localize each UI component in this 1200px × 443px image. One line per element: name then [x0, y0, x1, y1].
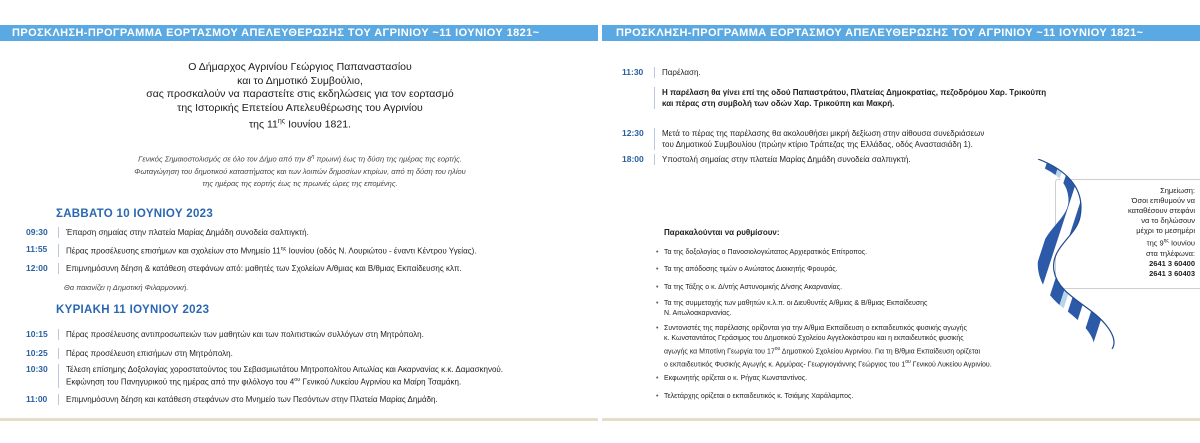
event-time: 10:25 — [26, 348, 48, 358]
requests-title: Παρακαλούνται να ρυθμίσουν: — [664, 228, 780, 237]
schedule-row — [622, 67, 1192, 78]
event-time: 09:30 — [26, 227, 48, 237]
time-separator — [58, 329, 59, 340]
request-item: • Τελετάρχης ορίζεται ο εκπαιδευτικός κ. Τσιάμης Χαράλαμπος. — [656, 393, 854, 400]
general-note-line: Γενικός Σημαιοστολισμός σε όλο τον Δήμο από την $8^\eta$ πρωινή έως τη δύση της ημέρας της εορτής. — [138, 154, 462, 164]
greek-flag-ribbon-icon — [1020, 159, 1130, 349]
invitation-text — [40, 61, 560, 132]
time-separator — [654, 87, 655, 109]
time-separator — [654, 67, 655, 78]
schedule-row — [26, 394, 596, 405]
time-separator — [58, 394, 59, 405]
time-separator — [654, 154, 655, 165]
event-time: 18:00 — [622, 154, 644, 164]
request-item: • Εκφωνητής ορίζεται ο κ. Ρήγας Κωνσταντίνος. — [656, 375, 808, 382]
event-time: 11:55 — [26, 244, 48, 254]
time-separator — [58, 263, 59, 274]
parade-route: Η παρέλαση θα γίνει επί της οδού Παπαστράτου, Πλατείας Δημοκρατίας, πεζοδρόμου Χαρ. Τρικούπη και πέρας στη συμβολή των οδών Χαρ. Τρικούπη και Μακρή. — [662, 88, 1047, 108]
saturday-heading: ΣΑΒΒΑΤΟ 10 ΙΟΥΝΙΟΥ 2023 — [56, 208, 214, 220]
schedule-row — [26, 263, 596, 274]
phone-number: 2641 3 60400 — [1149, 258, 1195, 268]
invitation-line: και το Δημοτικό Συμβούλιο, — [237, 74, 363, 87]
event-time: 10:30 — [26, 364, 48, 374]
invitation-line: της Ιστορικής Επετείου Απελευθέρωσης του Αγρινίου — [177, 101, 423, 114]
notice-text: Σημείωση: Όσοι επιθυμούν να καταθέσουν στεφάνι να το δηλώσουν μέχρι το μεσημέρι της $9^{\eta\varsigma}$ Ιουνίου στα τηλέφωνα: 2641 3 60400 2641 3 60403 — [1113, 186, 1195, 279]
bullet-icon: • — [656, 266, 659, 273]
left-page — [0, 41, 598, 418]
general-note-line: Φωταγώγηση του δημοτικού καταστήματος και των λοιπών δημοσίων κτιρίων, από τη δύση του ηλίου — [134, 166, 466, 176]
time-separator — [58, 227, 59, 238]
bottom-divider-right — [602, 418, 1200, 421]
event-time: 12:30 — [622, 128, 644, 138]
request-item: • Συντονιστές της παρέλασης ορίζονται για την Α/θμια Εκπαίδευση ο εκπαιδευτικός φυσικής αγωγής κ. Κωνσταντάτος Γεράσιμος του Δημοτικού Σχολείου Αγγελοκάστρου και η εκπαιδευτικός φυσικής αγωγής κα Μποτίνη Γεωργία του $17^{o\upsilon}$ Δημοτικού Σχολείου Αγρινίου. Για τη Β/θμια Εκπαίδευση ορίζεται ο εκπαιδευτικός Φυσικής Αγωγής κ. Αρμύρας- Γεωργιογιάννης Γεώργιος του $1^{o\upsilon}$ Γενικού Λυκείου Αγρινίου. — [656, 325, 992, 369]
request-item: • Τα της Τάξης ο κ. Δ/ντής Αστυνομικής Δ/νσης Ακαρνανίας. — [656, 284, 843, 291]
time-separator — [58, 244, 59, 257]
bullet-icon: • — [656, 325, 659, 332]
invitation-line: σας προσκαλούν να παραστείτε στις εκδηλώσεις για τον εορτασμό — [146, 88, 454, 100]
event-time: 10:15 — [26, 329, 48, 339]
event-description: Μετά το πέρας της παρέλασης θα ακολουθήσει μικρή δεξίωση στην αίθουσα συνεδριάσεων του Δημοτικού Συμβουλίου (πρώην κτίριο Τράπεζας της Ελλάδας, οδός Αναστασιάδη 1). — [662, 129, 985, 149]
event-description: Τέλεση επίσημης Δοξολογίας χοροστατούντος του Σεβασμιωτάτου Μητροπολίτου Αιτωλίας και Ακαρνανίας κ.κ. Δαμασκηνού. Εκφώνηση του Πανηγυρικού της ημέρας από την φιλόλογο του $4^{o\upsilon}$ Γενικού Λυκείου Αγρινίου κα Μαίρη Τσαμάκη. — [66, 365, 503, 387]
schedule-row — [26, 364, 596, 388]
request-item: • Τα της απόδοσης τιμών ο Ανώτατος Διοικητής Φρουράς. — [656, 266, 838, 273]
event-description: Πέρας προσέλευσης αντιπροσωπειών των μαθητών και των πολιτιστικών συλλόγων στη Μητρόπολη. — [66, 330, 424, 339]
bullet-icon: • — [656, 393, 659, 400]
philharmonic-note: Θα παιανίζει η Δημοτική Φιλαρμονική. — [64, 283, 189, 292]
bullet-icon: • — [656, 249, 659, 256]
time-separator — [654, 128, 655, 150]
bottom-divider-left — [0, 418, 598, 421]
event-description: Πέρας προσέλευσης επισήμων και σχολείων στο Μνημείο $11^{\eta\varsigma}$ Ιουνίου (οδός Ν. Λουριώτου - έναντι Κέντρου Υγείας). — [66, 246, 477, 256]
invitation-line: Ο Δήμαρχος Αγρινίου Γεώργιος Παπαναστασίου — [188, 61, 412, 73]
event-time — [622, 87, 648, 109]
right-page — [602, 41, 1200, 418]
event-description: Παρέλαση. — [662, 68, 701, 77]
event-time: 11:30 — [622, 67, 644, 77]
event-time: 12:00 — [26, 263, 48, 273]
event-description: Υποστολή σημαίας στην πλατεία Μαρίας Δημάδη συνοδεία σαλπιγκτή. — [662, 155, 911, 164]
banner-left: ΠΡΟΣΚΛΗΣΗ-ΠΡΟΓΡΑΜΜΑ ΕΟΡΤΑΣΜΟΥ ΑΠΕΛΕΥΘΕΡΩΣΗΣ ΤΟΥ ΑΓΡΙΝΙΟΥ ~11 ΙΟΥΝΙΟΥ 1821~ — [0, 25, 598, 41]
event-time: 11:00 — [26, 394, 48, 404]
schedule-row — [26, 329, 596, 340]
bullet-icon: • — [656, 300, 659, 307]
schedule-row — [26, 244, 596, 257]
bullet-icon: • — [656, 284, 659, 291]
schedule-row — [26, 348, 596, 359]
banner-right: ΠΡΟΣΚΛΗΣΗ-ΠΡΟΓΡΑΜΜΑ ΕΟΡΤΑΣΜΟΥ ΑΠΕΛΕΥΘΕΡΩΣΗΣ ΤΟΥ ΑΓΡΙΝΙΟΥ ~11 ΙΟΥΝΙΟΥ 1821~ — [602, 25, 1200, 41]
general-note — [40, 151, 560, 190]
event-description: Πέρας προσέλευση επισήμων στη Μητρόπολη. — [66, 349, 233, 358]
event-description: Επιμνημόσυνη δέηση & κατάθεση στεφάνων από: μαθητές των Σχολείων Α/θμιας και Β/θμιας Εκπαίδευσης κλπ. — [66, 264, 462, 273]
sunday-heading: ΚΥΡΙΑΚΗ 11 ΙΟΥΝΙΟΥ 2023 — [56, 304, 210, 316]
time-separator — [58, 364, 59, 388]
bullet-icon: • — [656, 375, 659, 382]
schedule-row — [622, 128, 1192, 150]
request-item: • Τα της δοξολογίας ο Πανοσιολογιώτατος Αρχιερατικός Επίτροπος. — [656, 249, 868, 256]
event-description: Επιμνημόσυνη δέηση και κατάθεση στεφάνων στο Μνημείο των Πεσόντων στην Πλατεία Μαρίας Δημάδη. — [66, 395, 438, 404]
phone-number: 2641 3 60403 — [1149, 268, 1195, 278]
time-separator — [58, 348, 59, 359]
general-note-line: της ημέρας της εορτής έως τις πρωινές ώρες της επομένης. — [202, 178, 398, 188]
event-description: Έπαρση σημαίας στην πλατεία Μαρίας Δημάδη συνοδεία σαλπιγκτή. — [66, 228, 309, 237]
schedule-row — [26, 227, 596, 238]
schedule-row — [622, 87, 1192, 109]
invitation-line: της $11^{\eta\varsigma}$ Ιουνίου 1821. — [249, 118, 351, 131]
request-item: • Τα της συμμετοχής των μαθητών κ.λ.π. οι Διευθυντές Α/θμιας & Β/θμιας Εκπαίδευσης Ν. Αιτωλοακαρνανίας. — [656, 300, 928, 317]
